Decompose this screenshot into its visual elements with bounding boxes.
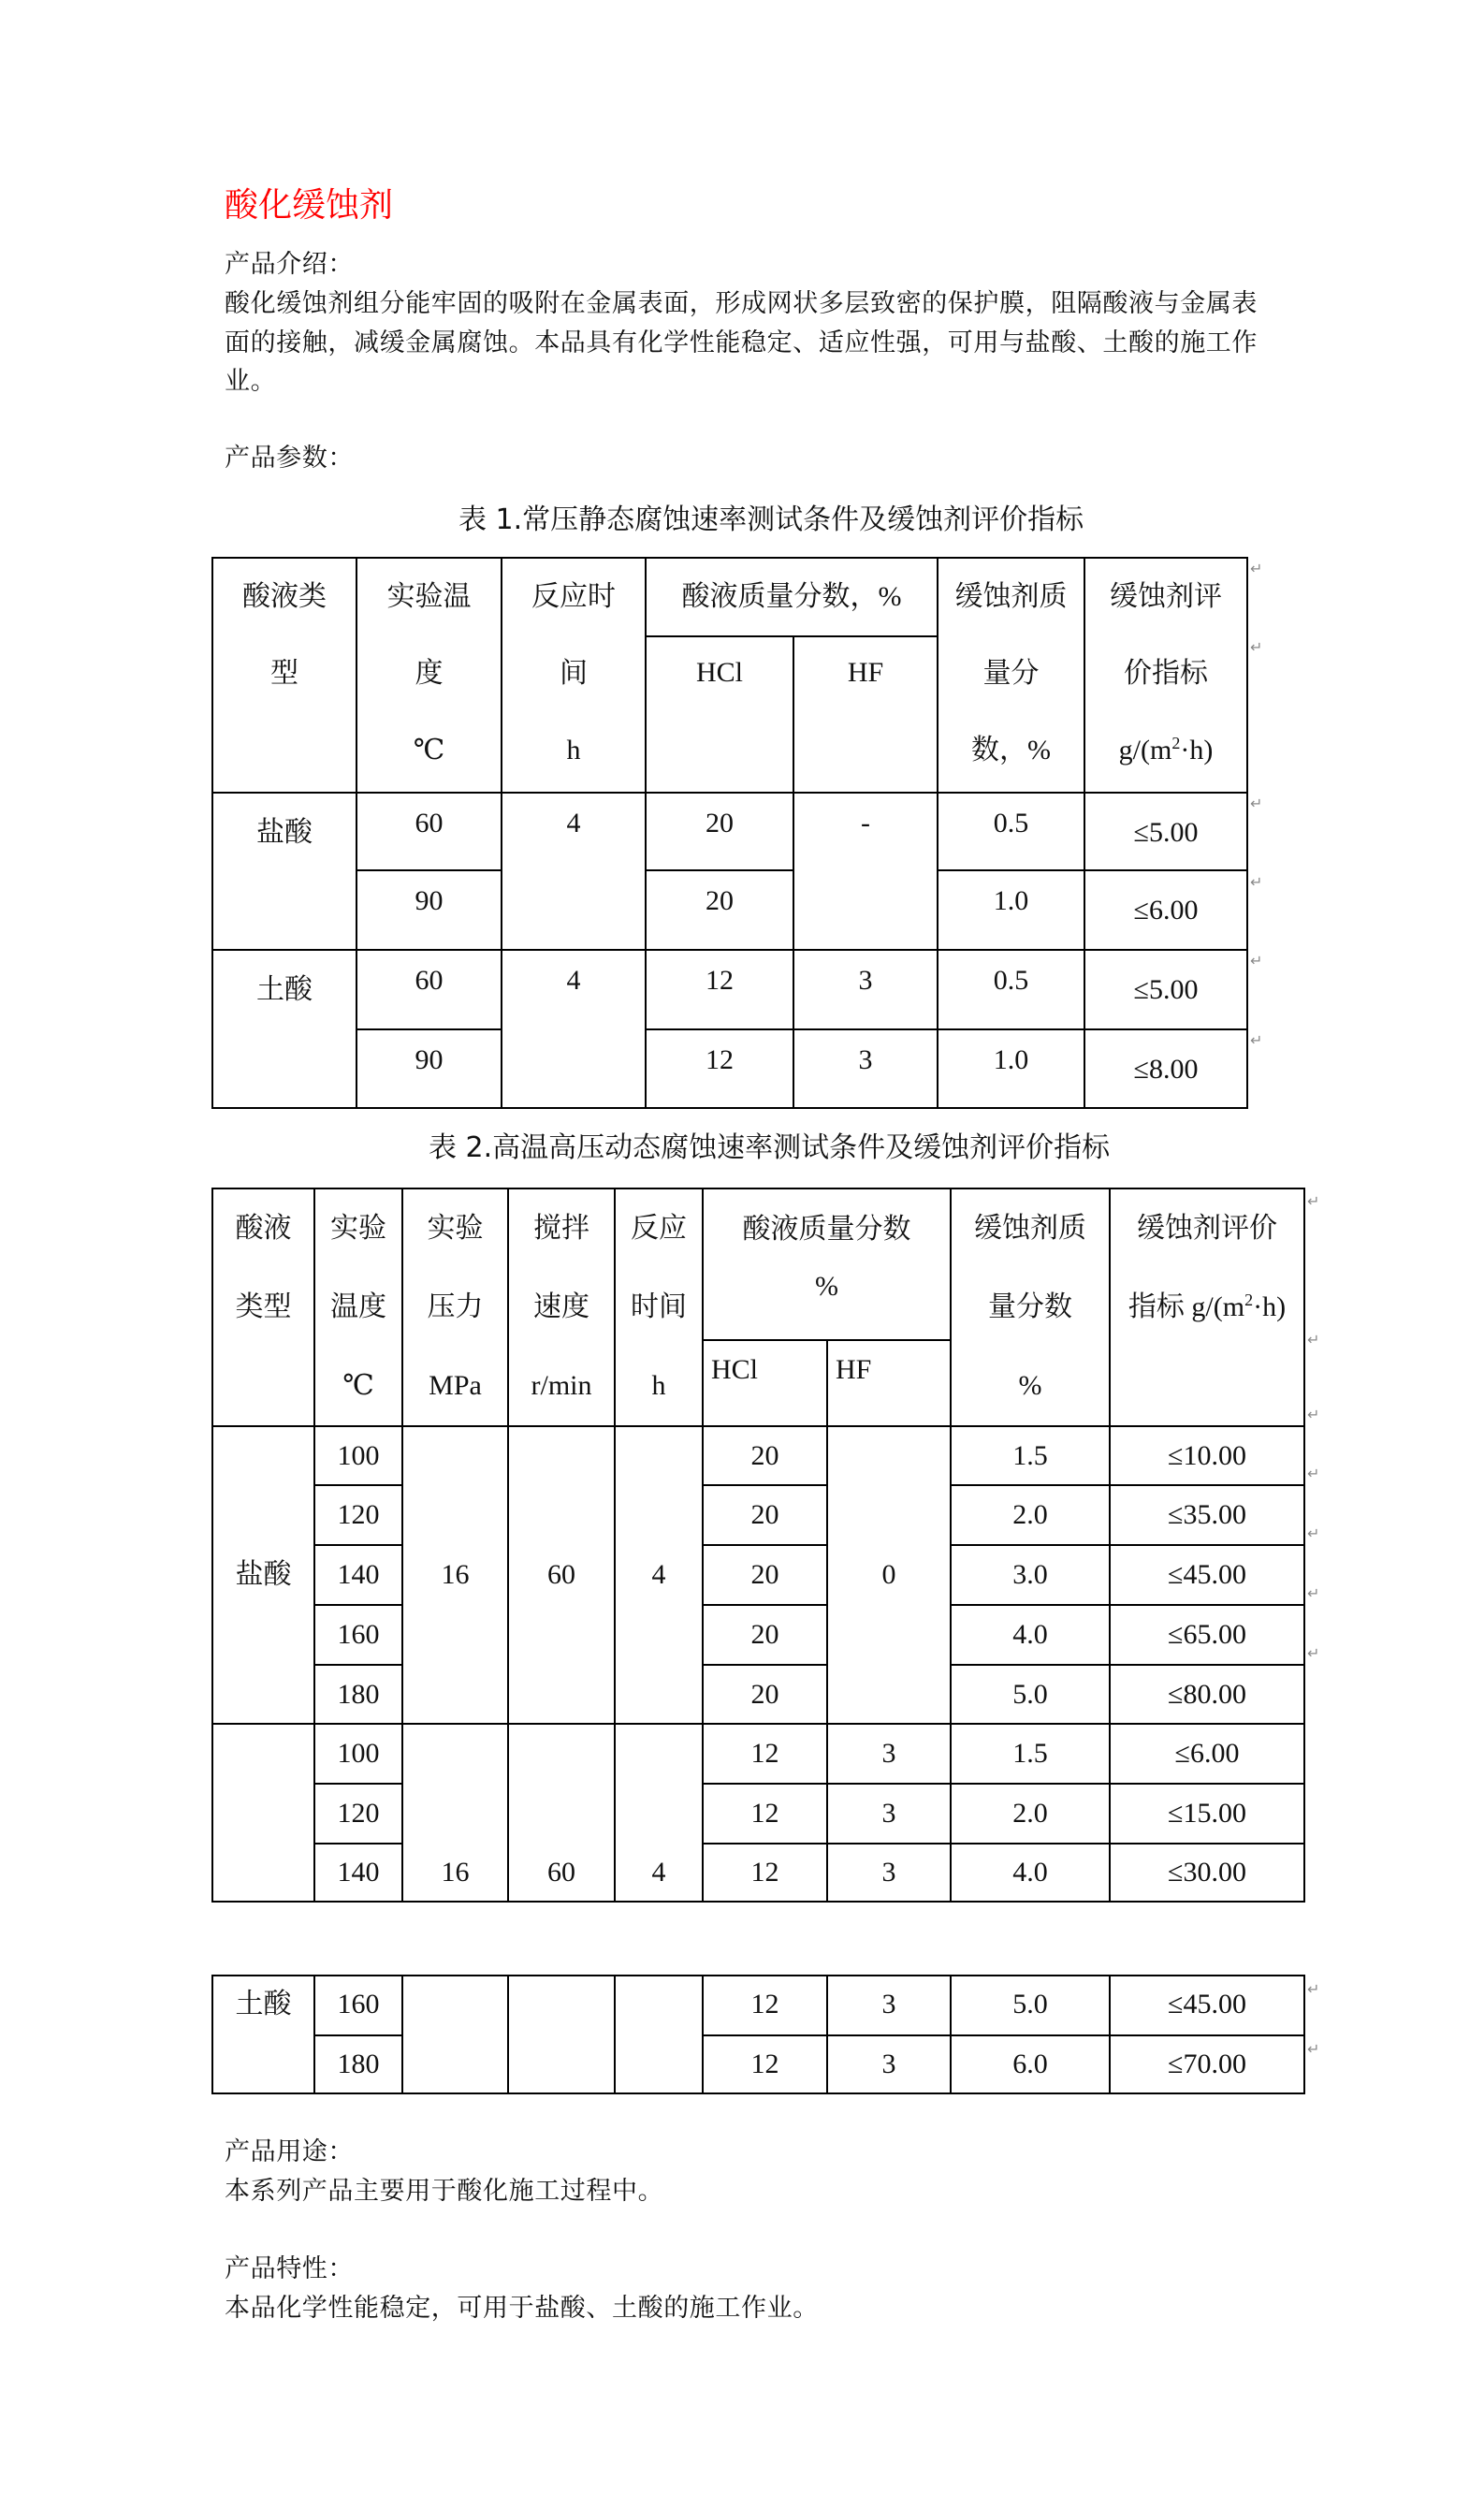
intro-line: 面的接触，减缓金属腐蚀。本品具有化学性能稳定、适应性强，可用与盐酸、土酸的施工作 xyxy=(225,328,1258,357)
header-line: 实验 xyxy=(427,1213,484,1244)
header-line: 量分 xyxy=(982,658,1040,689)
table1 xyxy=(211,557,1248,1109)
cell-temperature: 100 xyxy=(314,1724,402,1784)
cell-inhibitor: 0.5 xyxy=(938,950,1084,1029)
table-row xyxy=(212,1976,1304,2035)
cell-hf: - xyxy=(793,793,938,950)
cell-acid-type: 土酸 xyxy=(212,1976,314,2093)
table-row xyxy=(212,1545,1304,1605)
cell-index: ≤70.00 xyxy=(1110,2035,1304,2093)
intro-heading: 产品介绍： xyxy=(225,250,354,279)
paragraph-mark-icon: ↵ xyxy=(1307,2040,1320,2058)
table2-caption: 表 2.高温高压动态腐蚀速率测试条件及缓蚀剂评价指标 xyxy=(429,1131,1111,1164)
cell-inhibitor: 0.5 xyxy=(938,793,1084,870)
header-rate-index xyxy=(1110,1188,1304,1426)
table1-caption: 表 1.常压静态腐蚀速率测试条件及缓蚀剂评价指标 xyxy=(458,503,1084,536)
cell-inhibitor: 4.0 xyxy=(951,1844,1110,1902)
cell-index: ≤5.00 xyxy=(1084,793,1247,870)
cell-inhibitor: 5.0 xyxy=(951,1665,1110,1724)
unit-part: 指标 g/(m xyxy=(1128,1291,1245,1322)
usage-text: 本系列产品主要用于酸化施工过程中。 xyxy=(225,2177,664,2206)
table-row xyxy=(212,1426,1304,1485)
cell-hcl: 20 xyxy=(703,1665,827,1724)
cell-index: ≤8.00 xyxy=(1084,1029,1247,1108)
header-line: 数，% xyxy=(971,735,1051,766)
paragraph-mark-icon: ↵ xyxy=(1307,1465,1320,1482)
header-acid-fraction xyxy=(703,1188,951,1340)
intro-line: 酸化缓蚀剂组分能牢固的吸附在金属表面，形成网状多层致密的保护膜，阻隔酸液与金属表 xyxy=(225,289,1258,318)
paragraph-mark-icon: ↵ xyxy=(1307,1192,1320,1210)
header-hf: HF xyxy=(793,636,938,793)
cell-index: ≤45.00 xyxy=(1110,1976,1304,2035)
table2-continued xyxy=(211,1975,1305,2094)
cell-hf: 3 xyxy=(827,1784,951,1844)
header-unit xyxy=(1085,712,1246,789)
cell-hf: 3 xyxy=(827,2035,951,2093)
header-unit: % xyxy=(815,1271,838,1302)
header-line: 度 xyxy=(415,658,444,689)
header-hcl: HCl xyxy=(703,1340,827,1426)
header-time xyxy=(615,1188,703,1426)
cell-hcl: 20 xyxy=(703,1605,827,1665)
cell-temperature: 160 xyxy=(314,1605,402,1665)
paragraph-mark-icon: ↵ xyxy=(1250,1031,1263,1049)
cell-temperature: 180 xyxy=(314,1665,402,1724)
header-line: 酸液质量分数 xyxy=(742,1214,911,1245)
cell-hf: 3 xyxy=(793,1029,938,1108)
header-unit: h xyxy=(566,735,581,766)
header-line: 时间 xyxy=(631,1291,687,1322)
cell-index: ≤35.00 xyxy=(1110,1485,1304,1545)
cell-hf: 3 xyxy=(793,950,938,1029)
paragraph-mark-icon: ↵ xyxy=(1250,795,1263,812)
cell-temperature: 180 xyxy=(314,2035,402,2093)
header-temperature xyxy=(356,558,502,793)
paragraph-mark-icon: ↵ xyxy=(1307,1406,1320,1423)
header-line: 型 xyxy=(270,658,298,689)
header-time xyxy=(502,558,646,793)
cell-temperature: 90 xyxy=(356,870,502,950)
header-temperature xyxy=(314,1188,402,1426)
table-row xyxy=(212,1665,1304,1724)
cell-time: 4 xyxy=(615,1426,703,1724)
cell-pressure: 16 xyxy=(402,1426,508,1724)
header-line: 实验温 xyxy=(386,581,472,612)
header-line: 类型 xyxy=(235,1291,292,1322)
table-row xyxy=(212,950,1247,1029)
cell-hcl: 12 xyxy=(646,950,793,1029)
cell-stir-speed-empty xyxy=(508,1976,615,2093)
cell-stir-speed: 60 xyxy=(508,1426,615,1724)
cell-hcl: 20 xyxy=(646,870,793,950)
header-hf: HF xyxy=(827,1340,951,1426)
cell-inhibitor: 1.5 xyxy=(951,1426,1110,1485)
table-row xyxy=(212,2035,1304,2093)
unit-part: ·h) xyxy=(1180,735,1214,766)
cell-hcl: 20 xyxy=(646,793,793,870)
cell-hf: 3 xyxy=(827,1976,951,2035)
header-line: 价指标 xyxy=(1124,658,1208,689)
cell-temperature: 140 xyxy=(314,1545,402,1605)
cell-index: ≤30.00 xyxy=(1110,1844,1304,1902)
table-row xyxy=(212,1605,1304,1665)
cell-hf: 3 xyxy=(827,1724,951,1784)
cell-index: ≤80.00 xyxy=(1110,1665,1304,1724)
cell-inhibitor: 1.0 xyxy=(938,1029,1084,1108)
header-acid-type xyxy=(212,1188,314,1426)
paragraph-mark-icon: ↵ xyxy=(1307,1980,1320,1998)
cell-temperature: 60 xyxy=(356,793,502,870)
cell-index: ≤65.00 xyxy=(1110,1605,1304,1665)
cell-hcl: 12 xyxy=(703,1976,827,2035)
paragraph-mark-icon: ↵ xyxy=(1307,1331,1320,1349)
cell-index: ≤10.00 xyxy=(1110,1426,1304,1485)
header-line: 缓蚀剂评 xyxy=(1110,581,1222,612)
header-inhibitor-fraction xyxy=(938,558,1084,793)
cell-inhibitor: 1.5 xyxy=(951,1724,1110,1784)
table-row xyxy=(212,793,1247,870)
paragraph-mark-icon: ↵ xyxy=(1250,638,1263,656)
header-rate-index xyxy=(1084,558,1247,793)
paragraph-mark-icon: ↵ xyxy=(1307,1524,1320,1542)
header-unit: ℃ xyxy=(342,1370,374,1401)
cell-temperature: 120 xyxy=(314,1784,402,1844)
paragraph-mark-icon: ↵ xyxy=(1250,952,1263,970)
cell-temperature: 90 xyxy=(356,1029,502,1108)
cell-pressure: 16 xyxy=(402,1724,508,1902)
header-line xyxy=(1111,1268,1303,1347)
intro-line: 业。 xyxy=(225,367,277,396)
cell-index: ≤5.00 xyxy=(1084,950,1247,1029)
header-acid-fraction: 酸液质量分数，% xyxy=(646,558,938,636)
unit-part: ·h) xyxy=(1253,1291,1287,1322)
header-line: 酸液类 xyxy=(242,581,327,612)
cell-inhibitor: 2.0 xyxy=(951,1485,1110,1545)
cell-hf: 3 xyxy=(827,1844,951,1902)
cell-inhibitor: 2.0 xyxy=(951,1784,1110,1844)
table-row xyxy=(212,1844,1304,1902)
header-unit: h xyxy=(651,1370,666,1401)
cell-index: ≤45.00 xyxy=(1110,1545,1304,1605)
unit-part: g/(m xyxy=(1118,735,1172,766)
cell-temperature: 60 xyxy=(356,950,502,1029)
cell-hcl: 12 xyxy=(703,1844,827,1902)
cell-hcl: 20 xyxy=(703,1545,827,1605)
header-line: 反应 xyxy=(631,1213,687,1244)
cell-inhibitor: 3.0 xyxy=(951,1545,1110,1605)
cell-time: 4 xyxy=(502,793,646,950)
header-line: 压力 xyxy=(427,1291,484,1322)
page-title: 酸化缓蚀剂 xyxy=(225,186,394,225)
usage-heading: 产品用途： xyxy=(225,2137,354,2166)
cell-temperature: 120 xyxy=(314,1485,402,1545)
header-line: 缓蚀剂质 xyxy=(954,581,1068,612)
header-line: 实验 xyxy=(330,1213,386,1244)
paragraph-mark-icon: ↵ xyxy=(1307,1644,1320,1662)
cell-pressure-empty xyxy=(402,1976,508,2093)
cell-acid-type: 盐酸 xyxy=(212,793,356,950)
cell-time: 4 xyxy=(502,950,646,1108)
cell-temperature: 100 xyxy=(314,1426,402,1485)
cell-inhibitor: 4.0 xyxy=(951,1605,1110,1665)
header-inhibitor-fraction xyxy=(951,1188,1110,1426)
unit-superscript: 2 xyxy=(1244,1290,1254,1309)
cell-acid-type: 土酸 xyxy=(212,950,356,1108)
cell-temperature: 140 xyxy=(314,1844,402,1902)
cell-index: ≤15.00 xyxy=(1110,1784,1304,1844)
cell-acid-type-empty xyxy=(212,1724,314,1902)
header-acid-type xyxy=(212,558,356,793)
cell-hcl: 12 xyxy=(646,1029,793,1108)
cell-hcl: 20 xyxy=(703,1485,827,1545)
cell-acid-type: 盐酸 xyxy=(212,1426,314,1724)
header-unit: % xyxy=(1018,1370,1042,1401)
header-line: 间 xyxy=(560,658,588,689)
cell-index: ≤6.00 xyxy=(1084,870,1247,950)
header-line: 缓蚀剂质 xyxy=(974,1213,1086,1244)
header-line: 酸液 xyxy=(235,1213,292,1244)
cell-time: 4 xyxy=(615,1724,703,1902)
cell-hcl: 20 xyxy=(703,1426,827,1485)
header-unit: MPa xyxy=(429,1370,482,1401)
cell-temperature: 160 xyxy=(314,1976,402,2035)
features-text: 本品化学性能稳定，可用于盐酸、土酸的施工作业。 xyxy=(225,2294,819,2323)
cell-inhibitor: 5.0 xyxy=(951,1976,1110,2035)
header-line: 量分数 xyxy=(988,1291,1072,1322)
features-heading: 产品特性： xyxy=(225,2254,354,2283)
table-row xyxy=(212,870,1247,950)
table-row xyxy=(212,1485,1304,1545)
header-line: 缓蚀剂评价 xyxy=(1137,1213,1277,1244)
table-row xyxy=(212,1724,1304,1784)
header-unit: r/min xyxy=(531,1370,592,1401)
cell-hcl: 12 xyxy=(703,2035,827,2093)
paragraph-mark-icon: ↵ xyxy=(1250,560,1263,577)
cell-inhibitor: 1.0 xyxy=(938,870,1084,950)
cell-index: ≤6.00 xyxy=(1110,1724,1304,1784)
table-row xyxy=(212,1784,1304,1844)
header-line: 反应时 xyxy=(531,581,616,612)
header-unit: ℃ xyxy=(413,735,445,766)
header-stir-speed xyxy=(508,1188,615,1426)
cell-hf: 0 xyxy=(827,1426,951,1724)
cell-hcl: 12 xyxy=(703,1724,827,1784)
table2 xyxy=(211,1188,1305,1903)
paragraph-mark-icon: ↵ xyxy=(1307,1584,1320,1602)
header-pressure xyxy=(402,1188,508,1426)
cell-stir-speed: 60 xyxy=(508,1724,615,1902)
cell-time-empty xyxy=(615,1976,703,2093)
cell-hcl: 12 xyxy=(703,1784,827,1844)
paragraph-mark-icon: ↵ xyxy=(1250,873,1263,891)
cell-inhibitor: 6.0 xyxy=(951,2035,1110,2093)
header-hcl: HCl xyxy=(646,636,793,793)
header-line: 速度 xyxy=(533,1291,589,1322)
table-row xyxy=(212,1029,1247,1108)
header-line: 温度 xyxy=(330,1291,386,1322)
header-line: 搅拌 xyxy=(533,1213,589,1244)
params-heading: 产品参数： xyxy=(225,444,354,473)
unit-superscript: 2 xyxy=(1171,734,1181,752)
